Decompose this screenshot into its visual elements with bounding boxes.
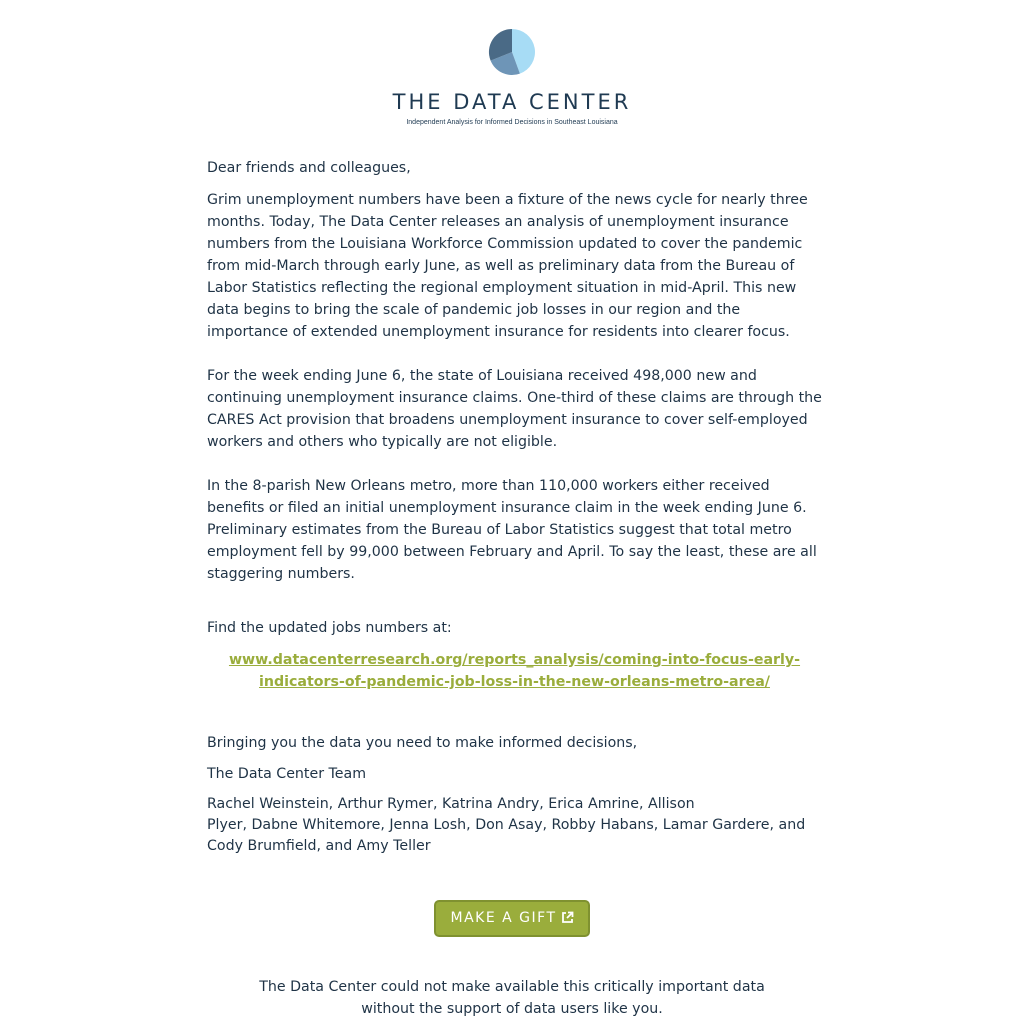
report-link-block: [207, 649, 822, 693]
support-note: [0, 976, 1024, 1020]
find-numbers-label: Find the updated jobs numbers at:: [207, 620, 452, 636]
header: [0, 28, 1024, 128]
greeting: Dear friends and colleagues,: [207, 160, 411, 176]
staff-list-line-2: Plyer, Dabne Whitemore, Jenna Losh, Don Asay, Robby Habans, Lamar Gardere, and: [207, 817, 806, 833]
brand-tagline: Independent Analysis for Informed Decisions in Southeast Louisiana: [406, 119, 618, 126]
staff-list-line-3: Cody Brumfield, and Amy Teller: [207, 838, 431, 854]
staff-list-line-1: Rachel Weinstein, Arthur Rymer, Katrina Andry, Erica Amrine, Allison: [207, 796, 695, 812]
report-link[interactable]: [229, 652, 800, 690]
closing-line: Bringing you the data you need to make informed decisions,: [207, 735, 638, 751]
paragraph-metro-claims: In the 8-parish New Orleans metro, more than 110,000 workers either received benefits or filed an initial unemployment insurance claim in the week ending June 6. Preliminary estimates from the Bureau of Labor Statistics suggest that total metro employment fell by 99,000 between February and April. To say the least, these are all staggering numbers.: [207, 478, 817, 582]
make-a-gift-label: MAKE A GIFT: [450, 910, 557, 926]
report-link-line-1: www.datacenterresearch.org/reports_analysis/coming-into-focus-early-: [228, 652, 801, 668]
paragraph-state-claims: For the week ending June 6, the state of Louisiana received 498,000 new and continuing unemployment insurance claims. One-third of these claims are through the CARES Act provision that broadens unemployment insurance to cover self-employed workers and others who typically are not eligible.: [207, 368, 822, 450]
brand-name: THE DATA CENTER: [392, 90, 632, 114]
external-link-icon: [561, 911, 574, 924]
staff-list: [207, 794, 822, 857]
make-a-gift-button[interactable]: [434, 900, 590, 937]
support-note-line-1: The Data Center could not make available this critically important data: [259, 979, 765, 995]
support-note-line-2: without the support of data users like you.: [361, 1001, 663, 1017]
report-link-line-2: indicators-of-pandemic-job-loss-in-the-new-orleans-metro-area/: [259, 674, 770, 690]
signature: The Data Center Team: [207, 766, 367, 782]
data-center-pie-logo-icon: [488, 28, 536, 76]
gift-button-container: [0, 900, 1024, 937]
paragraph-intro: Grim unemployment numbers have been a fixture of the news cycle for nearly three months. Today, The Data Center releases an analysis of unemployment insurance numbers from the Louisiana Workforce Commission updated to cover the pandemic from mid-March through early June, as well as preliminary data from the Bureau of Labor Statistics reflecting the regional employment situation in mid-April. This new data begins to bring the scale of pandemic job losses in our region and the importance of extended unemployment insurance for residents into clearer focus.: [207, 192, 808, 340]
letter-body: [207, 157, 822, 857]
